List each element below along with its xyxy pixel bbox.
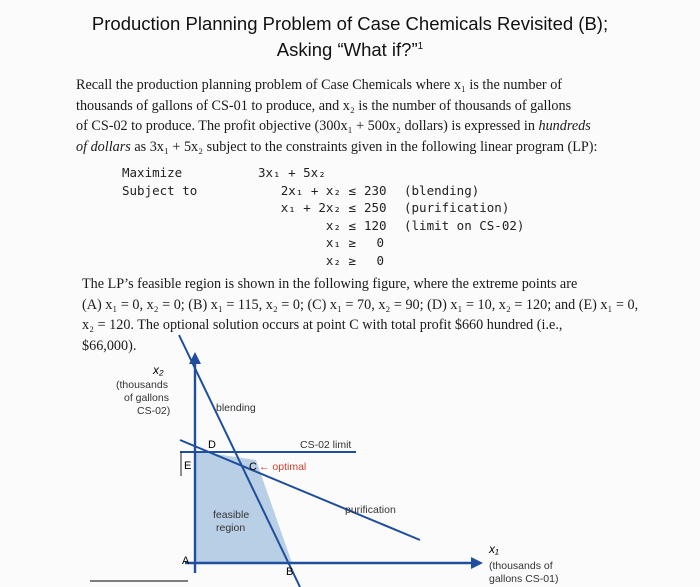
- title-line-1: Production Planning Problem of Case Chemicals Revisited (B);: [91, 13, 609, 34]
- optimal-label: ← optimal: [259, 461, 307, 473]
- constraint-lhs: 2x₁ + x₂ ≤: [280, 182, 356, 198]
- x-axis-label-2: gallons CS-01): [489, 573, 559, 585]
- constraint-note: (blending): [404, 182, 480, 198]
- y-axis-var: x₂: [153, 363, 164, 377]
- constraint-rhs: 120: [364, 217, 387, 233]
- purification-label: purification: [345, 504, 396, 516]
- blending-label: blending: [216, 402, 256, 414]
- point-a-label: A: [182, 555, 190, 567]
- constraint-rhs: 250: [364, 200, 387, 215]
- subject-to-label: Subject to: [122, 182, 198, 198]
- region-line-4: $66,000).: [82, 337, 137, 354]
- point-e-label: E: [184, 460, 192, 472]
- y-axis-label-2: of gallons: [124, 392, 169, 404]
- constraint-lhs: x₁ + 2x₂ ≤: [280, 200, 356, 215]
- intro-line-3b: hundreds: [538, 118, 591, 134]
- x-axis-label-1: (thousands of: [489, 560, 553, 572]
- constraint-rhs: 0: [376, 235, 384, 250]
- intro-line-3a: of CS-02 to produce. The profit objective (300x₁ + 500x₂ dollars) is expressed in: [76, 118, 539, 134]
- constraint-note: (purification): [404, 200, 510, 215]
- constraint-lhs: x₂ ≤: [325, 217, 356, 233]
- intro-line-4b: as 3x₁ + 5x₂ subject to the constraints given in the following linear program (LP):: [130, 138, 598, 155]
- constraint-lhs: x₂ ≥: [325, 252, 356, 268]
- region-line-3: x₂ = 120. The optional solution occurs at point C with total profit $660 hundred (i.e.,: [82, 317, 563, 333]
- x-axis-arrow: [471, 557, 483, 569]
- title-line-2-text: Asking “What if?”: [276, 39, 418, 61]
- constraint-rhs: 0: [376, 252, 384, 268]
- intro-line-1: Recall the production planning problem of Case Chemicals where x₁ is the number of: [76, 77, 563, 93]
- intro-line-4a: of dollars: [76, 138, 131, 155]
- point-b-label: B: [286, 566, 294, 578]
- region-line-1: The LP’s feasible region is shown in the following figure, where the extreme points are: [82, 276, 578, 292]
- maximize-label: Maximize: [122, 165, 183, 180]
- intro-line-2: thousands of gallons of CS-01 to produce, and x₂ is the number of thousands of gallons: [76, 97, 572, 114]
- region-line-2: (A) x₁ = 0, x₂ = 0; (B) x₁ = 115, x₂ = 0; (C) x₁ = 70, x₂ = 90; (D) x₁ = 10, x₂ = 120; and (E) x₁ = 0,: [82, 296, 639, 313]
- objective-expression: 3x₁ + 5x₂: [258, 165, 326, 180]
- cs02-limit-label: CS-02 limit: [300, 439, 352, 451]
- y-axis-label-1: (thousands: [116, 379, 168, 391]
- footnote-mark: 1: [417, 41, 424, 52]
- point-c-label: C: [249, 461, 257, 473]
- constraint-note: (limit on CS-02): [404, 217, 525, 233]
- feasible-label-2: region: [216, 522, 246, 534]
- y-axis-label-3: CS-02): [137, 405, 171, 417]
- point-d-label: D: [208, 439, 216, 451]
- constraint-lhs: x₁ ≥: [325, 235, 356, 250]
- x-axis-var: x₁: [489, 542, 499, 556]
- feasible-label-1: feasible: [213, 509, 250, 521]
- constraint-rhs: 230: [364, 182, 387, 198]
